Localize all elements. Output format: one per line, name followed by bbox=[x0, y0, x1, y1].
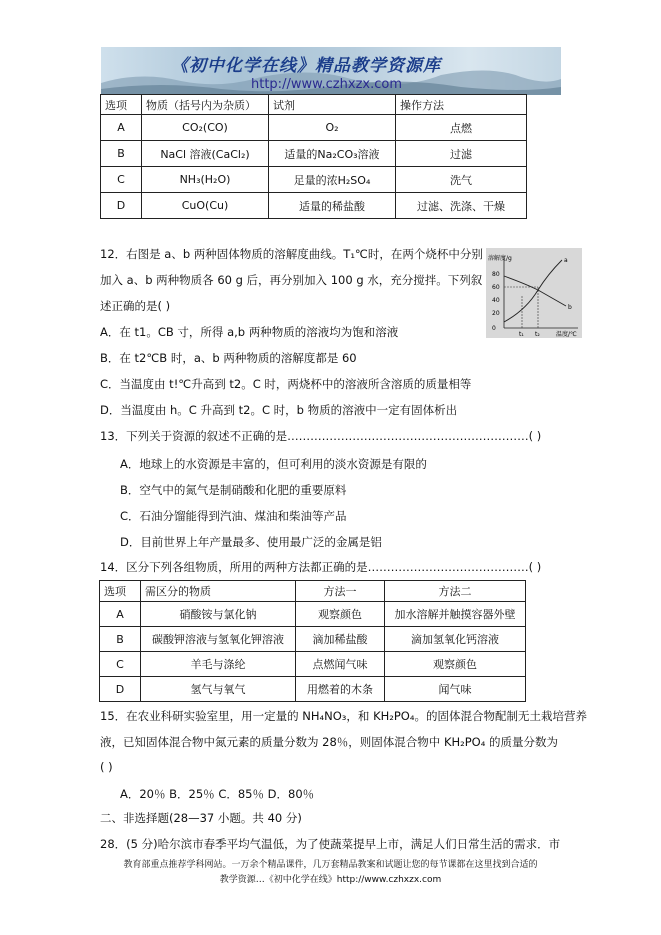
curve-a-label: a bbox=[564, 257, 568, 264]
q12-stem-line1: 12．右图是 a、b 两种固体物质的溶解度曲线。T₁℃时，在两个烧杯中分别 bbox=[100, 247, 483, 261]
table-cell: 碳酸钾溶液与氢氧化钾溶液 bbox=[141, 627, 296, 652]
table-cell: 过滤 bbox=[396, 141, 527, 167]
table-row bbox=[101, 167, 527, 193]
header-cell: 选项 bbox=[100, 581, 141, 602]
curve-a bbox=[504, 260, 562, 322]
table-cell: 滴加氢氧化钙溶液 bbox=[385, 627, 526, 652]
table-cell: D bbox=[101, 193, 142, 219]
y-tick-label: 0 bbox=[492, 325, 496, 332]
table-cell: 过滤、洗涤、干燥 bbox=[396, 193, 527, 219]
y-axis-label: 溶解度/g bbox=[488, 255, 512, 262]
table-cell: 用燃着的木条 bbox=[296, 677, 385, 702]
table-row bbox=[101, 193, 527, 219]
table-cell: 羊毛与涤纶 bbox=[141, 652, 296, 677]
solubility-graph bbox=[486, 248, 582, 338]
table-cell: 足量的浓H₂SO₄ bbox=[269, 167, 396, 193]
x-tick-label: t₂ bbox=[535, 331, 540, 338]
table-cell: C bbox=[100, 652, 141, 677]
q13-option-c: C．石油分馏能得到汽油、煤油和柴油等产品 bbox=[120, 509, 347, 523]
y-tick-label: 80 bbox=[492, 271, 500, 278]
q12-option-d: D．当温度由 h。C 升高到 t2。C 时，b 物质的溶液中一定有固体析出 bbox=[100, 403, 458, 417]
header-cell: 选项 bbox=[101, 95, 142, 115]
q15-line2: 液，已知固体混合物中氮元素的质量分数为 28％，则固体混合物中 KH₂PO₄ 的质量分数为 bbox=[100, 735, 558, 749]
x-tick-label: t₁ bbox=[519, 331, 524, 338]
q14-stem: 14．区分下列各组物质，所用的两种方法都正确的是……………………………………( ) bbox=[100, 560, 542, 574]
curve-b bbox=[504, 276, 566, 306]
header-cell: 物质（括号内为杂质） bbox=[142, 95, 269, 115]
table-header-row bbox=[100, 581, 526, 602]
q12-option-b: B．在 t2℃B 时，a、b 两种物质的溶解度都是 60 bbox=[100, 351, 357, 365]
table-cell: 加水溶解并触摸容器外壁 bbox=[385, 602, 526, 627]
section-heading: 二、非选择题(28—37 小题。共 40 分) bbox=[100, 811, 302, 825]
curve-b-label: b bbox=[568, 304, 572, 311]
q13-stem: 13．下列关于资源的叙述不正确的是………………………………………………………( ) bbox=[100, 429, 542, 443]
q13-option-a: A．地球上的水资源是丰富的，但可利用的淡水资源是有限的 bbox=[120, 457, 427, 471]
y-tick-label: 20 bbox=[492, 310, 500, 317]
table-cell: NaCl 溶液(CaCl₂) bbox=[142, 141, 269, 167]
table-cell: 闻气味 bbox=[385, 677, 526, 702]
table-cell: 观察颜色 bbox=[296, 602, 385, 627]
table-cell: A bbox=[101, 115, 142, 141]
footer-line1: 教育部重点推荐学科网站。一万余个精品课件，几万套精品教案和试题让您的每节课都在这里找到合适的 bbox=[123, 860, 538, 870]
table-cell: NH₃(H₂O) bbox=[142, 167, 269, 193]
q12-option-c: C．当温度由 t!℃升高到 t2。C 时，两烧杯中的溶液所含溶质的质量相等 bbox=[100, 377, 472, 391]
y-tick-label: 40 bbox=[492, 297, 500, 304]
y-tick-label: 60 bbox=[492, 284, 500, 291]
table-cell: C bbox=[101, 167, 142, 193]
banner bbox=[101, 47, 561, 95]
table-cell: 点燃 bbox=[396, 115, 527, 141]
purification-table bbox=[100, 94, 527, 219]
q12-stem-line3: 述正确的是( ) bbox=[100, 299, 171, 313]
header-cell: 操作方法 bbox=[396, 95, 527, 115]
banner-title: 《初中化学在线》精品教学资源库 bbox=[171, 56, 441, 76]
table-cell: CuO(Cu) bbox=[142, 193, 269, 219]
q28-stem: 28．(5 分)哈尔滨市春季平均气温低，为了使蔬菜提早上市，满足人们日常生活的需求．市 bbox=[100, 837, 561, 851]
distinguish-table bbox=[99, 580, 526, 702]
footer-line2[interactable]: 教学资源…《初中化学在线》http://www.czhxzx.com bbox=[219, 875, 442, 885]
x-axis-label: 温度/℃ bbox=[556, 331, 577, 338]
table-cell: 观察颜色 bbox=[385, 652, 526, 677]
table-row bbox=[101, 115, 527, 141]
header-cell: 方法一 bbox=[296, 581, 385, 602]
table-cell: 适量的稀盐酸 bbox=[269, 193, 396, 219]
table-row bbox=[100, 677, 526, 702]
header-cell: 需区分的物质 bbox=[141, 581, 296, 602]
q12-option-a: A．在 t1。CB 寸，所得 a,b 两种物质的溶液均为饱和溶液 bbox=[100, 325, 399, 339]
table-cell: 适量的Na₂CO₃溶液 bbox=[269, 141, 396, 167]
header-cell: 试剂 bbox=[269, 95, 396, 115]
solubility-chart bbox=[486, 248, 582, 338]
table-cell: 氢气与氧气 bbox=[141, 677, 296, 702]
table-cell: CO₂(CO) bbox=[142, 115, 269, 141]
q15-line3: ( ) bbox=[100, 760, 113, 774]
q15-options: A．20％ B．25％ C．85％ D．80％ bbox=[120, 787, 315, 801]
table-cell: 洗气 bbox=[396, 167, 527, 193]
table-row bbox=[100, 602, 526, 627]
table-cell: 点燃闻气味 bbox=[296, 652, 385, 677]
header-cell: 方法二 bbox=[385, 581, 526, 602]
banner-url[interactable]: http://www.czhxzx.com bbox=[251, 77, 402, 92]
table-header-row bbox=[101, 95, 527, 115]
table-cell: O₂ bbox=[269, 115, 396, 141]
table-cell: B bbox=[101, 141, 142, 167]
q13-option-d: D．目前世界上年产量最多、使用最广泛的金属是铝 bbox=[120, 535, 382, 549]
table-cell: 滴加稀盐酸 bbox=[296, 627, 385, 652]
table-row bbox=[101, 141, 527, 167]
q15-line1: 15．在农业科研实验室里，用一定量的 NH₄NO₃，和 KH₂PO₄。的固体混合物配制无土栽培营养 bbox=[100, 709, 587, 723]
table-row bbox=[100, 627, 526, 652]
table-cell: B bbox=[100, 627, 141, 652]
table-row bbox=[100, 652, 526, 677]
q12-stem-line2: 加入 a、b 两种物质各 60 g 后，再分别加入 100 g 水，充分搅拌。下列叙 bbox=[100, 273, 483, 287]
q13-option-b: B．空气中的氮气是制硝酸和化肥的重要原料 bbox=[120, 483, 347, 497]
table-cell: D bbox=[100, 677, 141, 702]
table-cell: A bbox=[100, 602, 141, 627]
table-cell: 硝酸铵与氯化钠 bbox=[141, 602, 296, 627]
